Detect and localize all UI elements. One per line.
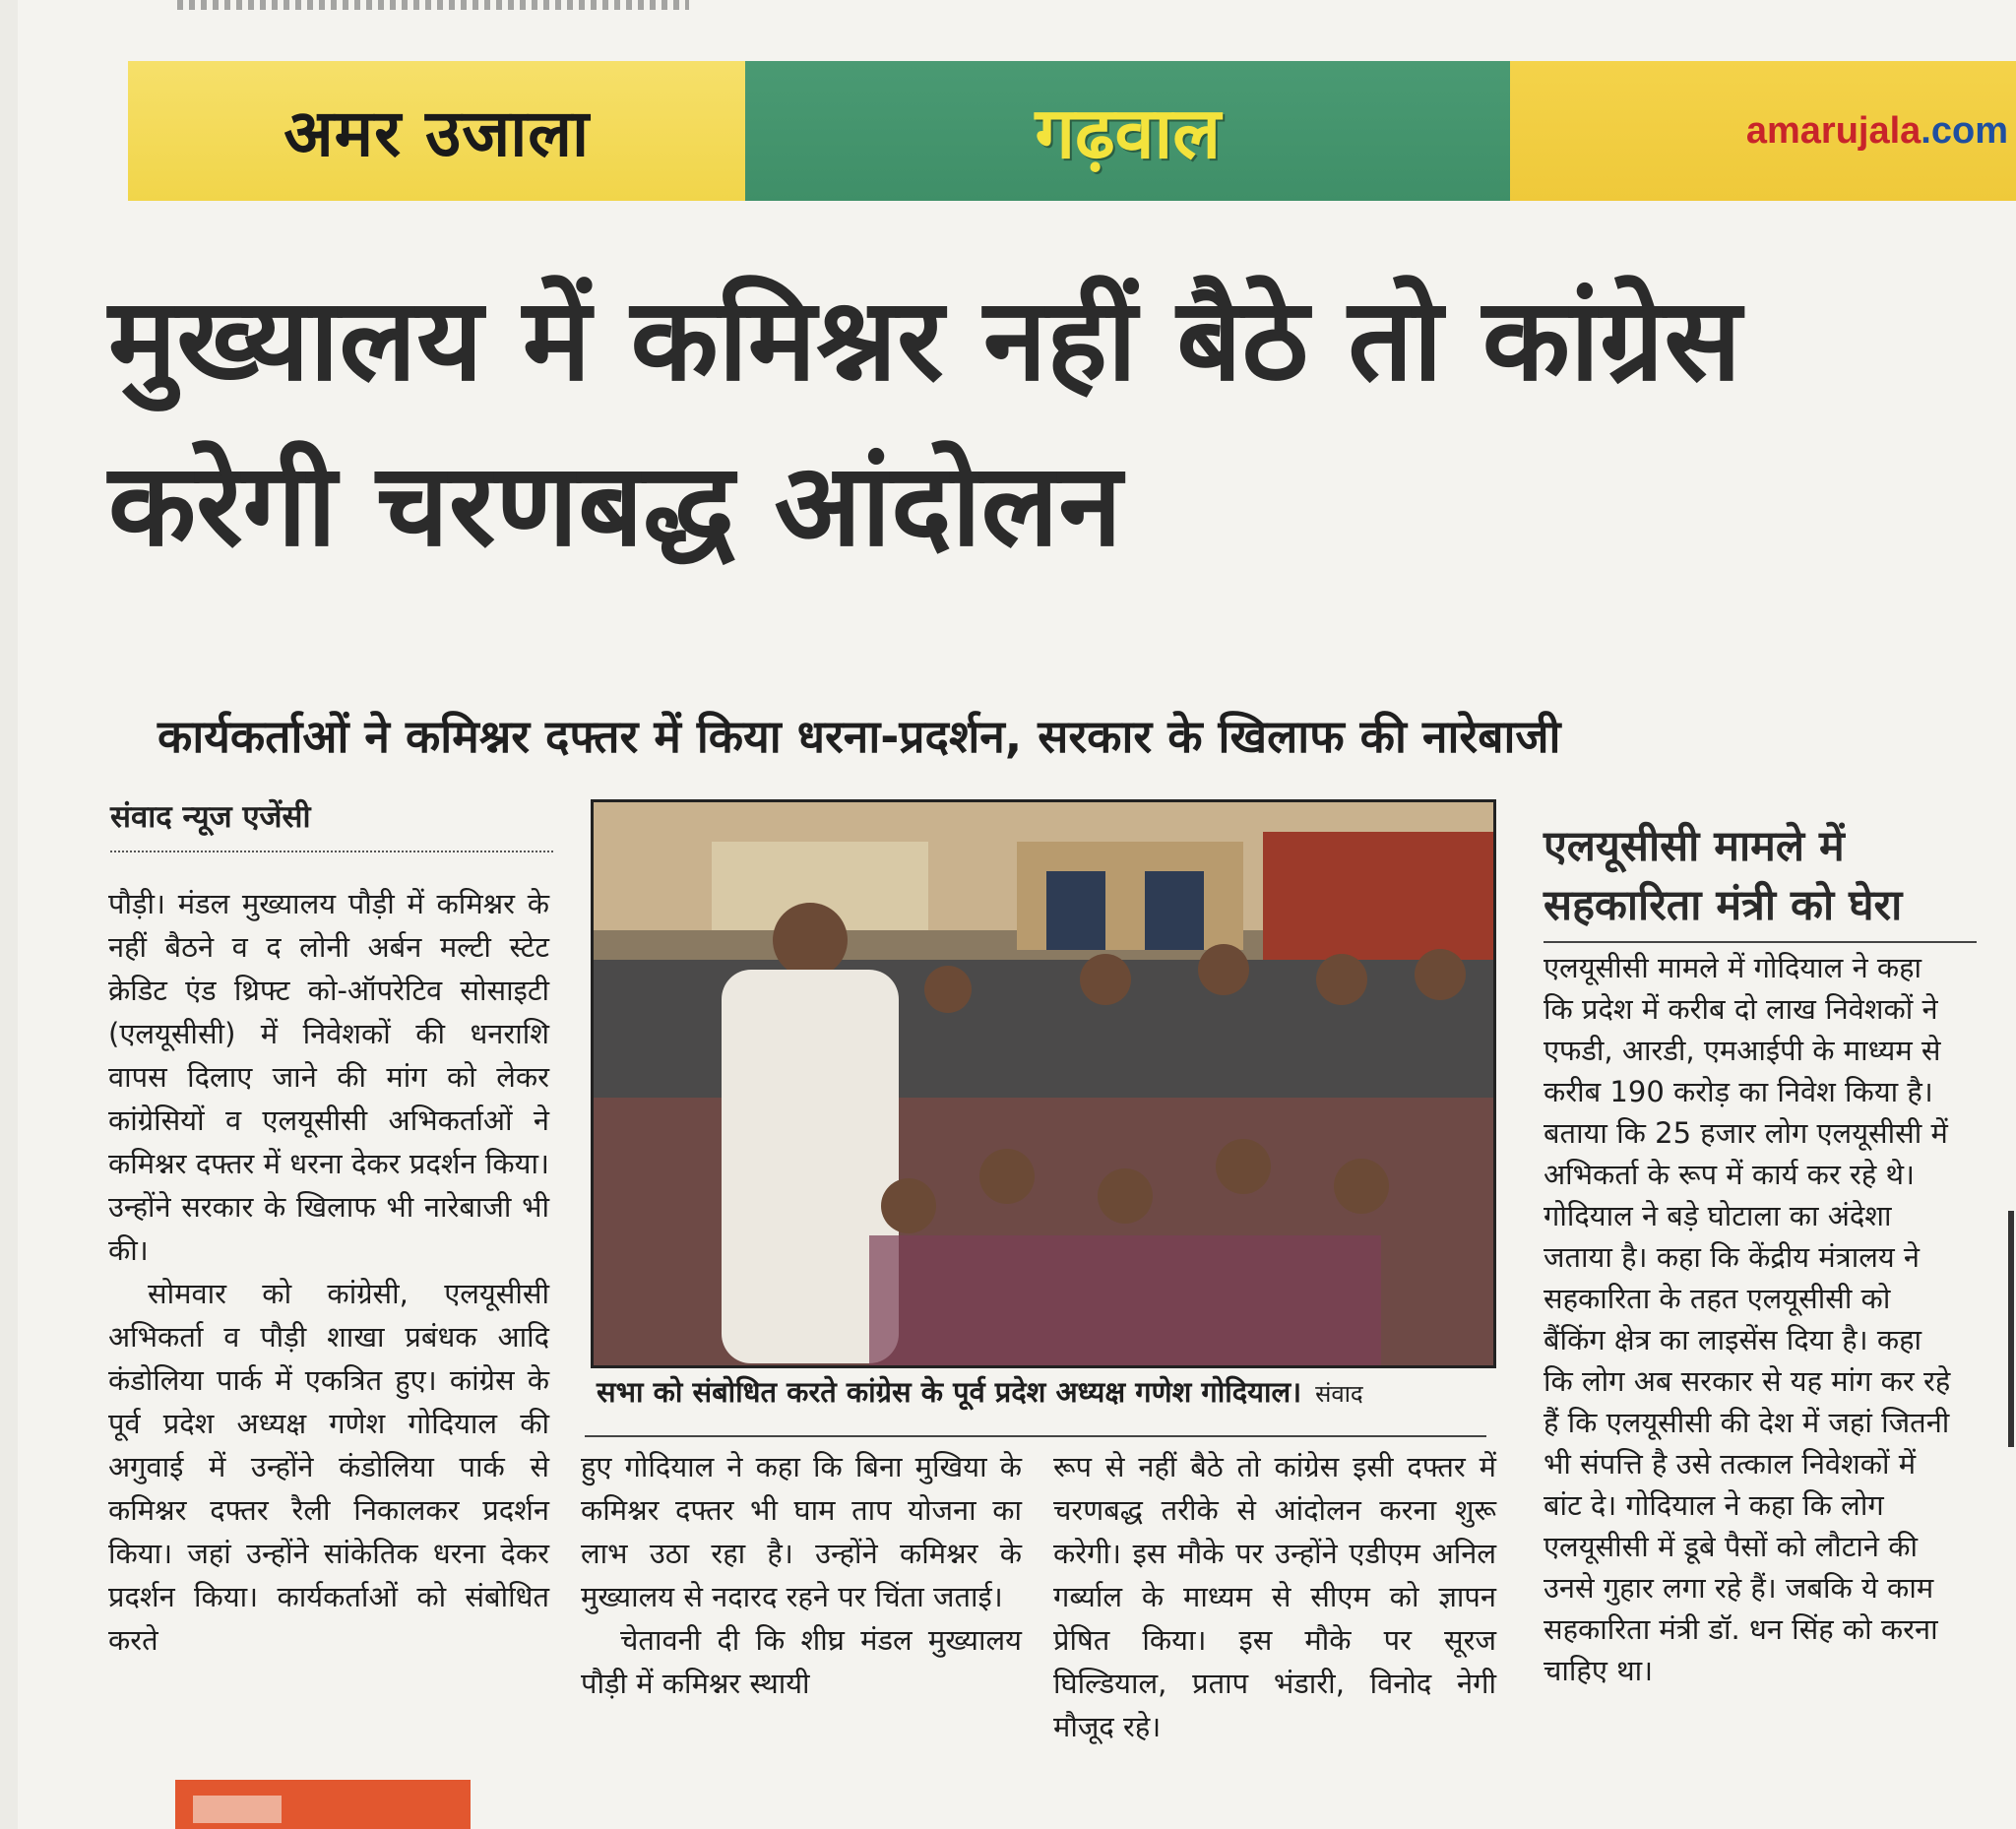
badge-label-block (193, 1796, 282, 1823)
article-paragraph: हुए गोदियाल ने कहा कि बिना मुखिया के कमिश्नर दफ्तर भी घाम ताप योजना का लाभ उठा रहा है। उन्होंने कमिश्नर के मुख्यालय से नदारद रहने पर चिंता जताई। (581, 1450, 1022, 1613)
article-column-2 (581, 1445, 1022, 1705)
article-paragraph: चेतावनी दी कि शीघ्र मंडल मुख्यालय पौड़ी में कमिश्नर स्थायी (581, 1623, 1022, 1700)
headline: मुख्यालय में कमिश्नर नहीं बैठे तो कांग्रेस करेगी चरणबद्ध आंदोलन (108, 274, 1741, 572)
article-paragraph: सोमवार को कांग्रेसी, एलयूसीसी अभिकर्ता व पौड़ी शाखा प्रबंधक आदि कंडोलिया पार्क में एकत्रित हुए। कांग्रेस के पूर्व प्रदेश अध्यक्ष गणेश गोदियाल की अगुवाई में उन्होंने कंडोलिया पार्क से कमिश्नर दफ्तर रैली निकालकर प्रदर्शन किया। जहां उन्होंने सांकेतिक धरना देकर प्रदर्शन किया। कार्यकर्ताओं को संबोधित करते (108, 1277, 549, 1657)
sidebar-body (1544, 947, 1955, 1691)
next-section-badge (175, 1780, 471, 1829)
rally-photo-image (594, 802, 1493, 1365)
subheadline: कार्यकर्ताओं ने कमिश्नर दफ्तर में किया धरना-प्रदर्शन, सरकार के खिलाफ की नारेबाजी (158, 710, 1561, 763)
sidebar-heading: एलयूसीसी मामले में सहकारिता मंत्री को घेरा (1544, 817, 1977, 943)
article-paragraph: रूप से नहीं बैठे तो कांग्रेस इसी दफ्तर में चरणबद्ध तरीके से आंदोलन करना शुरू करेगी। इस मौके पर उन्होंने एडीएम अनिल गर्ब्याल के माध्यम से सीएम को ज्ञापन प्रेषित किया। इस मौके पर सूरज घिल्डियाल, प्रताप भंडारी, विनोद नेगी मौजूद रहे। (1053, 1450, 1496, 1743)
article-paragraph: पौड़ी। मंडल मुख्यालय पौड़ी में कमिश्नर के नहीं बैठने व द लोनी अर्बन मल्टी स्टेट क्रेडिट एंड थ्रिफ्ट को-ऑपरेटिव सोसाइटी (एलयूसीसी) में निवेशकों की धनराशि वापस दिलाए जाने की मांग को लेकर कांग्रेसियों व एलयूसीसी अभिकर्ताओं ने कमिश्नर दफ्तर में धरना देकर प्रदर्शन किया। उन्होंने सरकार के खिलाफ भी नारेबाजी भी की। (108, 887, 549, 1267)
region-name: गढ़वाल (1035, 92, 1222, 174)
caption-text: सभा को संबोधित करते कांग्रेस के पूर्व प्रदेश अध्यक्ष गणेश गोदियाल। (597, 1375, 1302, 1409)
masthead-website-block (1510, 61, 2016, 201)
caption-rule (585, 1435, 1486, 1437)
masthead (128, 61, 2016, 201)
brand-logo: अमर उजाला (284, 95, 591, 171)
sidebar-paragraph: एलयूसीसी मामले में गोदियाल ने कहा कि प्रदेश में करीब दो लाख निवेशकों ने एफडी, आरडी, एमआईपी के माध्यम से करीब 190 करोड़ का निवेश किया है। बताया कि 25 हजार लोग एलयूसीसी में अभिकर्ता के रूप में कार्य कर रहे थे। गोदियाल ने बड़े घोटाला का अंदेशा जताया है। कहा कि केंद्रीय मंत्रालय ने सहकारिता के तहत एलयूसीसी को बैंकिंग क्षेत्र का लाइसेंस दिया है। कहा कि लोग अब सरकार से यह मांग कर रहे हैं कि एलयूसीसी की देश में जहां जितनी भी संपत्ति है उसे तत्काल निवेशकों में बांट दे। गोदियाल ने कहा कि लोग एलयूसीसी में डूबे पैसों को लौटाने की उनसे गुहार लगा रहे हैं। जबकि ये काम सहकारिता मंत्री डॉ. धन सिंह को करना चाहिए था। (1544, 951, 1951, 1687)
news-photo (591, 799, 1496, 1368)
photo-credit: संवाद (1315, 1380, 1363, 1408)
masthead-region-block (745, 61, 1510, 201)
previous-page-edge (177, 0, 689, 10)
article-column-1 (108, 882, 549, 1662)
website-url (1746, 110, 2008, 153)
adjacent-column-edge (2008, 1211, 2014, 1447)
article-column-3 (1053, 1445, 1496, 1748)
masthead-brand-block (128, 61, 745, 201)
website-name: amarujala (1745, 109, 1922, 152)
photo-caption (597, 1372, 1492, 1411)
byline: संवाद न्यूज एजेंसी (110, 795, 553, 852)
website-tld: .com (1921, 109, 2008, 152)
